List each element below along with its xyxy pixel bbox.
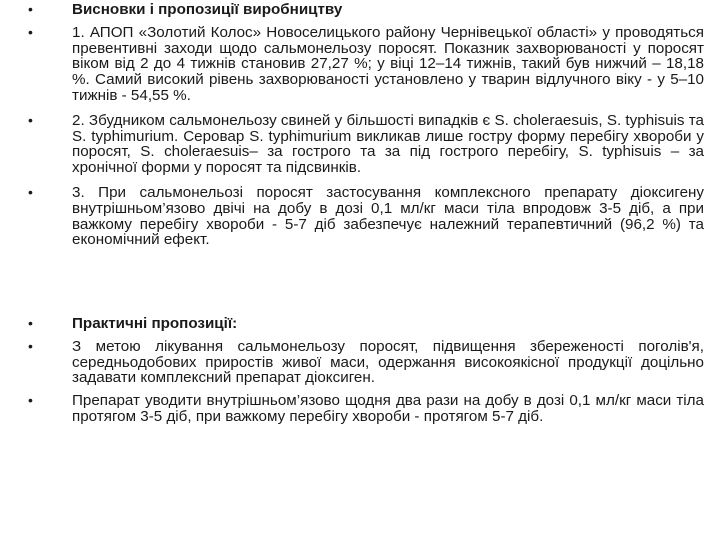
bullet-icon: • xyxy=(28,23,33,40)
practical-item-2 xyxy=(28,393,704,425)
conclusions-list xyxy=(28,2,704,255)
conclusion-text-2: 2. Збудником сальмонельозу свиней у більшості випадків є S. choleraesuis, S. typhisuis та S. typhimurium. Серовар S. typhimurium викликав лише гостру форму перебігу хвороби у поросят, S. choleraesuis– за гострого та за під гострого перебігу, S. typhisuis – за хронічної форми у поросят та підсвинків. xyxy=(72,111,704,177)
conclusion-item-2 xyxy=(28,113,704,176)
bullet-icon: • xyxy=(28,183,33,200)
conclusions-heading-item xyxy=(28,2,704,18)
conclusion-text-3: 3. При сальмонельозі поросят застосування комплексного препарату діоксигену внутрішньом’язово двічі на добу в дозі 0,1 мл/кг маси тіла впродовж 3-5 діб, а при важкому перебігу хвороби - 5-7 діб забезпечує належний терапевтичний (96,2 %) та економічний ефект. xyxy=(72,183,704,249)
conclusion-item-1 xyxy=(28,25,704,104)
practical-heading-item xyxy=(28,316,704,332)
practical-text-1: З метою лікування сальмонельозу поросят, підвищення збереженості поголів'я, середньодобових приростів живої маси, одержання високоякісної продукції доцільно задавати комплексний препарат діоксиген. xyxy=(72,337,704,387)
conclusion-item-3 xyxy=(28,185,704,248)
conclusions-heading: Висновки і пропозиції виробництву xyxy=(72,1,343,18)
bullet-icon: • xyxy=(28,111,33,128)
bullet-icon: • xyxy=(28,337,33,354)
bullet-icon: • xyxy=(28,392,33,409)
practical-text-2: Препарат уводити внутрішньом’язово щодня два рази на добу в дозі 0,1 мл/кг маси тіла протягом 3-5 діб, при важкому перебігу хвороби - протягом 5-7 діб. xyxy=(72,392,704,425)
practical-heading: Практичні пропозиції: xyxy=(72,315,238,332)
bullet-icon: • xyxy=(28,1,33,17)
practical-list xyxy=(28,316,704,432)
bullet-icon: • xyxy=(28,315,33,331)
conclusion-text-1: 1. АПОП «Золотий Колос» Новоселицького району Чернівецької області» у проводяться превентивні заходи щодо сальмонельозу поросят. Показник захворюваності у поросят віком від 2 до 4 тижнів становив 27,27 %; у віці 12–14 тижнів, такий був нижчий – 18,18 %. Самий високий рівень захворюваності установлено у тварин відлучного віку - у 5–10 тижнів - 54,55 %. xyxy=(72,23,704,104)
practical-item-1 xyxy=(28,339,704,386)
